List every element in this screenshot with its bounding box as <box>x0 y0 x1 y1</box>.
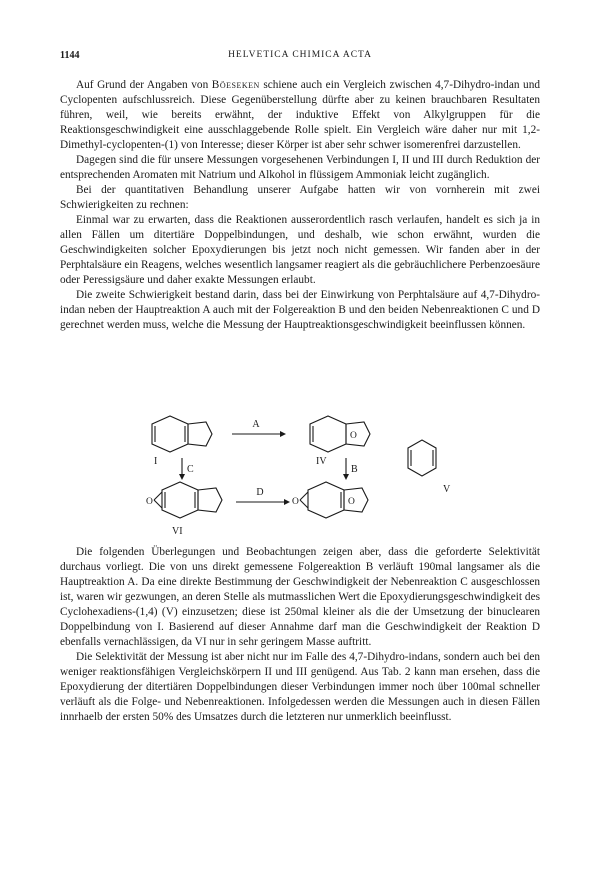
compound-IV-label: IV <box>316 456 327 467</box>
oxygen-label-VI: O <box>146 497 153 507</box>
reaction-scheme-svg <box>140 412 480 542</box>
paragraph-5: Die zweite Schwierigkeit bestand darin, dass bei der Einwirkung von Perphtalsäure auf 4,7-Dihydro-indan neben der Hauptreaktion A auch mit der Folgereaktion B und den beiden Nebenreaktionen C und D gerechnet werden muss, welche die Messung der Hauptreaktionsgeschwindigkeit beeinflussen können. <box>60 289 540 331</box>
arrow-C-label: C <box>187 464 194 475</box>
arrow-D-label: D <box>256 487 264 498</box>
paragraph-1: Auf Grund der Angaben von Böeseken schiene auch ein Vergleich zwischen 4,7-Dihydro-indan und Cyclopenten aufschlussreich. Diese Gegenüberstellung dürfte aber zu keinen brauchbaren Resultaten führen, weil, wie bereits erwähnt, der induktive Effekt von Alkylgruppen für die Reaktionsgeschwindigkeit eine ausschlaggebende Rolle spielt. Ein Vergleich wäre daher nur mit 1,2-Dimethyl-cyclopenten-(1) von Interesse; dieser Körper ist aber sehr schwer isomerenfrei darzustellen. <box>60 79 540 151</box>
compound-VI-structure <box>154 482 222 518</box>
paragraph-3: Bei der quantitativen Behandlung unserer Aufgabe hatten wir von vornherein mit zwei Schwierigkeiten zu rechnen: <box>60 184 540 211</box>
oxygen-label-IV: O <box>350 431 357 441</box>
arrow-B-label: B <box>351 464 358 475</box>
paragraph-2: Dagegen sind die für unsere Messungen vorgesehenen Verbindungen I, II und III durch Reduktion der entsprechenden Aromaten mit Natrium und Alkohol in flüssigem Ammoniak leicht zugänglich. <box>60 154 540 181</box>
arrow-C-head <box>179 474 185 480</box>
page-number: 1144 <box>60 50 80 61</box>
arrow-B-head <box>343 474 349 480</box>
compound-I-label: I <box>154 456 158 467</box>
compound-V-structure <box>408 440 436 476</box>
arrow-A-head <box>280 431 286 437</box>
paragraph-6: Die folgenden Überlegungen und Beobachtungen zeigen aber, dass die geforderte Selektivität durchaus vorliegt. Die von uns direkt gemessene Folgereaktion B verläuft 190mal langsamer als die Hauptreaktion A. Da eine direkte Bestimmung der Geschwindigkeit der Nebenreaktion C ausgeschlossen ist, waren wir gezwungen, an deren Stelle als mutmasslichen Wert die Epoxydierungsgeschwindigkeit des Cyclohexadiens-(1,4) (V) einzusetzen; diese ist 250mal kleiner als die der Umsetzung der binuclearen Doppelbindung von I. Basierend auf dieser Annahme darf man die Geschwindigkeit der Reaktion D ebenfalls vernachlässigen, da VI nur in sehr geringem Masse auftritt. <box>60 546 540 648</box>
reaction-scheme <box>140 412 480 542</box>
arrow-A-label: A <box>252 419 260 430</box>
paragraph-7: Die Selektivität der Messung ist aber nicht nur im Falle des 4,7-Dihydro-indans, sondern auch bei den weniger reaktionsfähigen Vergleichskörpern II und III genügend. Aus Tab. 2 kann man ersehen, dass die Epoxydierung der ditertiären Doppelbindungen dieser Verbindungen immer noch über 100mal schneller verläuft als die Folge- und Nebenreaktionen. Infolgedessen werden die Messungen auch in diesen Fällen innrhaelb der ersten 50% des Umsatzes durch die letzteren nur unmerklich beeinflusst. <box>60 651 540 723</box>
body-text-lower <box>60 545 540 725</box>
oxygen-label-D-right: O <box>348 497 355 507</box>
page-header <box>60 50 540 66</box>
author-name: Böeseken <box>211 79 260 91</box>
journal-title: HELVETICA CHIMICA ACTA <box>228 50 372 60</box>
compound-IV-structure <box>310 416 370 452</box>
compound-VI-label: VI <box>172 526 183 537</box>
paragraph-4: Einmal war zu erwarten, dass die Reaktionen ausserordentlich rasch verlaufen, handelt es sich ja in allen Fällen um ditertiäre Doppelbindungen, und deshalb, wie schon erwähnt, wurden die Geschwindigkeiten solcher Epoxydierungen bis jetzt noch nicht gemessen. Wir fanden aber in der Perphtalsäure ein Reagens, welches wesentlich langsamer reagiert als die gebräuchlichere Perbenzoesäure oder Peressigsäure und daher exakte Messungen erlaubt. <box>60 214 540 286</box>
compound-V-label: V <box>443 484 451 495</box>
compound-D-product-structure <box>300 482 368 518</box>
arrow-D-head <box>284 499 290 505</box>
body-text-upper <box>60 78 540 333</box>
oxygen-label-D-left: O <box>292 497 299 507</box>
compound-I-structure <box>152 416 212 452</box>
